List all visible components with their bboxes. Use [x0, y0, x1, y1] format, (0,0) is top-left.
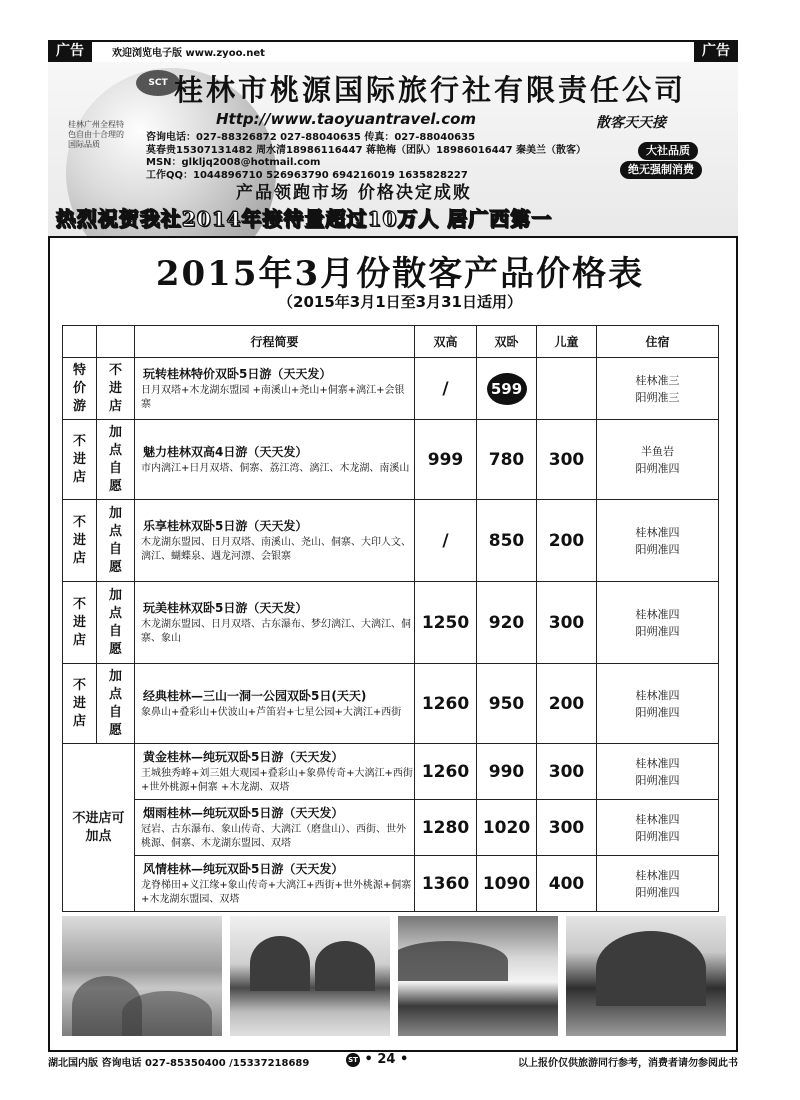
price-double-seat: / [415, 358, 477, 420]
lodging-cell [597, 744, 719, 800]
price-child: 400 [537, 856, 597, 912]
footer-logo-icon: ST [346, 1053, 360, 1067]
lodging-cell [597, 856, 719, 912]
row-tag1: 特价游 [63, 358, 97, 420]
quality-badge: 大社品质 [638, 142, 698, 160]
footer-left: 湖北国内版 咨询电话 027-85350400 /15337218689 [48, 1058, 310, 1069]
price-double-sleeper-cell [477, 358, 537, 420]
route-cell [135, 744, 415, 800]
lodging-yangshuo: 阳朔准四 [635, 461, 680, 475]
agency-header [48, 62, 738, 238]
lodging-yangshuo: 阳朔准三 [635, 390, 680, 404]
price-double-seat: 999 [415, 420, 477, 500]
hill-shape [315, 941, 375, 991]
price-double-sleeper: 1090 [477, 856, 537, 912]
route-title: 黄金桂林—纯玩双卧5日游（天天发） [143, 750, 344, 764]
header-tag1 [63, 326, 97, 358]
header-route: 行程简要 [135, 326, 415, 358]
table-row [63, 856, 719, 912]
lodging-cell [597, 500, 719, 582]
route-title: 烟雨桂林—纯玩双卧5日游（天天发） [143, 806, 344, 820]
price-double-seat: 1260 [415, 744, 477, 800]
price-double-seat: 1250 [415, 582, 477, 664]
lodging-guilin: 桂林准四 [635, 812, 680, 826]
page-title: 2015年3月份散客产品价格表 [155, 254, 645, 294]
table-row [63, 800, 719, 856]
price-double-sleeper: 1020 [477, 800, 537, 856]
price-child: 200 [537, 664, 597, 744]
route-desc: 木龙湖东盟园、日月双塔、古东瀑布、梦幻漓江、大漓江、侗寨、象山 [141, 619, 411, 644]
header-tag2 [97, 326, 135, 358]
ad-label-left: 广告 [48, 40, 92, 62]
lodging-yangshuo: 阳朔准四 [635, 705, 680, 719]
lodging-yangshuo: 阳朔准四 [635, 829, 680, 843]
lodging-guilin: 桂林准四 [635, 868, 680, 882]
route-desc: 王城独秀峰+刘三姐大观园+叠彩山+象鼻传奇+大漓江+西街+世外桃源+侗寨 +木龙湖、双塔 [141, 768, 413, 793]
page-number: • 24 • [364, 1052, 409, 1067]
price-double-sleeper: 950 [477, 664, 537, 744]
price-double-sleeper: 850 [477, 500, 537, 582]
price-double-sleeper: 780 [477, 420, 537, 500]
row-tag2: 加点自愿 [97, 664, 135, 744]
contact-staff: 莫春贵15307131482 周水清18986116447 蒋艳梅（团队）18986016447 秦美兰（散客） [146, 144, 587, 156]
contact-block [146, 132, 586, 182]
route-title: 经典桂林—三山一洞一公园双卧5日(天天) [143, 689, 367, 703]
lodging-guilin: 半鱼岩 [641, 444, 674, 458]
vertical-slogan: 桂林广州全程特色自由十合理的国际品质 [68, 120, 124, 149]
row-tag1: 不进店 [63, 420, 97, 500]
footer-right: 以上报价仅供旅游同行参考，消费者请勿参阅此书 [518, 1058, 738, 1069]
row-tag1: 不进店 [63, 500, 97, 582]
route-cell [135, 664, 415, 744]
lodging-yangshuo: 阳朔准四 [635, 624, 680, 638]
price-double-seat: 1260 [415, 664, 477, 744]
lodging-cell [597, 582, 719, 664]
ad-label-right: 广告 [694, 40, 738, 62]
hill-shape [250, 936, 310, 991]
price-double-seat: / [415, 500, 477, 582]
price-double-seat: 1280 [415, 800, 477, 856]
route-desc: 木龙湖东盟园、日月双塔、南溪山、尧山、侗寨、大印人文、漓江、蝴蝶泉、遇龙河漂、会银寨 [141, 537, 411, 562]
company-name: 桂林市桃源国际旅行社有限责任公司 [174, 73, 687, 107]
header-child: 儿童 [537, 326, 597, 358]
table-row [63, 358, 719, 420]
price-child: 300 [537, 420, 597, 500]
route-desc: 冠岩、古东瀑布、象山传奇、大漓江（磨盘山）、西街、世外桃源、侗寨、木龙湖东盟园、双塔 [141, 824, 406, 849]
group-tag: 不进店可加点 [63, 744, 135, 912]
agency-logo: SCT [136, 70, 180, 96]
route-cell [135, 800, 415, 856]
lodging-yangshuo: 阳朔准四 [635, 885, 680, 899]
price-child: 300 [537, 744, 597, 800]
table-header-row [63, 326, 719, 358]
route-desc: 日月双塔+木龙湖东盟园 +南溪山+尧山+侗寨+漓江+会银寨 [141, 385, 405, 410]
lodging-guilin: 桂林准四 [635, 525, 680, 539]
lodging-cell [597, 358, 719, 420]
special-price-badge: 599 [487, 373, 527, 405]
price-child: 300 [537, 800, 597, 856]
tagline: 产品领跑市场 价格决定成败 [236, 183, 472, 203]
hill-shape [398, 941, 508, 981]
contact-phone: 咨询电话：027-88326872 027-88040635 传真：027-88040635 [146, 132, 476, 143]
row-tag2: 加点自愿 [97, 582, 135, 664]
page-subtitle: （2015年3月1日至3月31日适用） [278, 293, 522, 311]
welcome-text: 欢迎浏览电子版 www.zyoo.net [112, 48, 265, 59]
lodging-guilin: 桂林准四 [635, 688, 680, 702]
price-child: 300 [537, 582, 597, 664]
photo-elephant-trunk-hill [566, 916, 726, 1036]
footer-page [346, 1052, 408, 1067]
price-child: 200 [537, 500, 597, 582]
congrats-banner: 热烈祝贺我社2014年接待量超过10万人 居广西第一 [56, 207, 553, 231]
table-row [63, 500, 719, 582]
price-child [537, 358, 597, 420]
table-row [63, 420, 719, 500]
photo-strip [62, 916, 718, 1036]
route-cell [135, 358, 415, 420]
row-tag1: 不进店 [63, 582, 97, 664]
hill-shape [596, 931, 706, 1006]
photo-li-river-fisherman [62, 916, 222, 1036]
lodging-yangshuo: 阳朔准四 [635, 542, 680, 556]
daily-departure-slogan: 散客天天接 [596, 115, 666, 131]
table-row [63, 664, 719, 744]
route-cell [135, 582, 415, 664]
route-desc: 市内漓江+日月双塔、侗寨、荔江湾、漓江、木龙湖、南溪山 [141, 463, 410, 474]
no-forced-shopping-badge: 绝无强制消费 [620, 161, 702, 179]
row-tag1: 不进店 [63, 664, 97, 744]
route-title: 玩美桂林双卧5日游（天天发） [143, 601, 308, 615]
header-double-sleeper: 双卧 [477, 326, 537, 358]
price-table [62, 325, 719, 912]
row-tag2: 加点自愿 [97, 420, 135, 500]
route-cell [135, 500, 415, 582]
lodging-cell [597, 420, 719, 500]
contact-qq: 工作QQ：1044896710 526963790 694216019 1635828227 [146, 169, 468, 181]
page-footer [48, 1050, 738, 1070]
header-lodging: 住宿 [597, 326, 719, 358]
table-row [63, 582, 719, 664]
lodging-guilin: 桂林准四 [635, 756, 680, 770]
route-cell [135, 856, 415, 912]
route-desc: 龙脊梯田+义江缘+象山传奇+大漓江+西街+世外桃源+侗寨+木龙湖东盟园、双塔 [141, 880, 412, 905]
lodging-cell [597, 800, 719, 856]
price-double-seat: 1360 [415, 856, 477, 912]
route-desc: 象鼻山+叠彩山+伏波山+芦笛岩+七星公园+大漓江+西街 [141, 707, 402, 718]
row-tag2: 加点自愿 [97, 500, 135, 582]
hill-shape [122, 991, 212, 1036]
table-row [63, 744, 719, 800]
route-title: 风情桂林—纯玩双卧5日游（天天发） [143, 862, 344, 876]
lodging-yangshuo: 阳朔准四 [635, 773, 680, 787]
header-double-seat: 双高 [415, 326, 477, 358]
route-title: 玩转桂林特价双卧5日游（天天发） [143, 367, 332, 381]
route-cell [135, 420, 415, 500]
lodging-cell [597, 664, 719, 744]
photo-river-rocks [398, 916, 558, 1036]
route-title: 乐享桂林双卧5日游（天天发） [143, 519, 308, 533]
price-double-sleeper: 920 [477, 582, 537, 664]
row-tag2: 不进店 [97, 358, 135, 420]
lodging-guilin: 桂林准四 [635, 607, 680, 621]
photo-karst-lake [230, 916, 390, 1036]
route-title: 魅力桂林双高4日游（天天发） [143, 445, 308, 459]
lodging-guilin: 桂林准三 [635, 373, 680, 387]
price-double-sleeper: 990 [477, 744, 537, 800]
company-url[interactable]: Http://www.taoyuantravel.com [216, 110, 477, 128]
contact-msn: MSN：glkljq2008@hotmail.com [146, 157, 321, 168]
